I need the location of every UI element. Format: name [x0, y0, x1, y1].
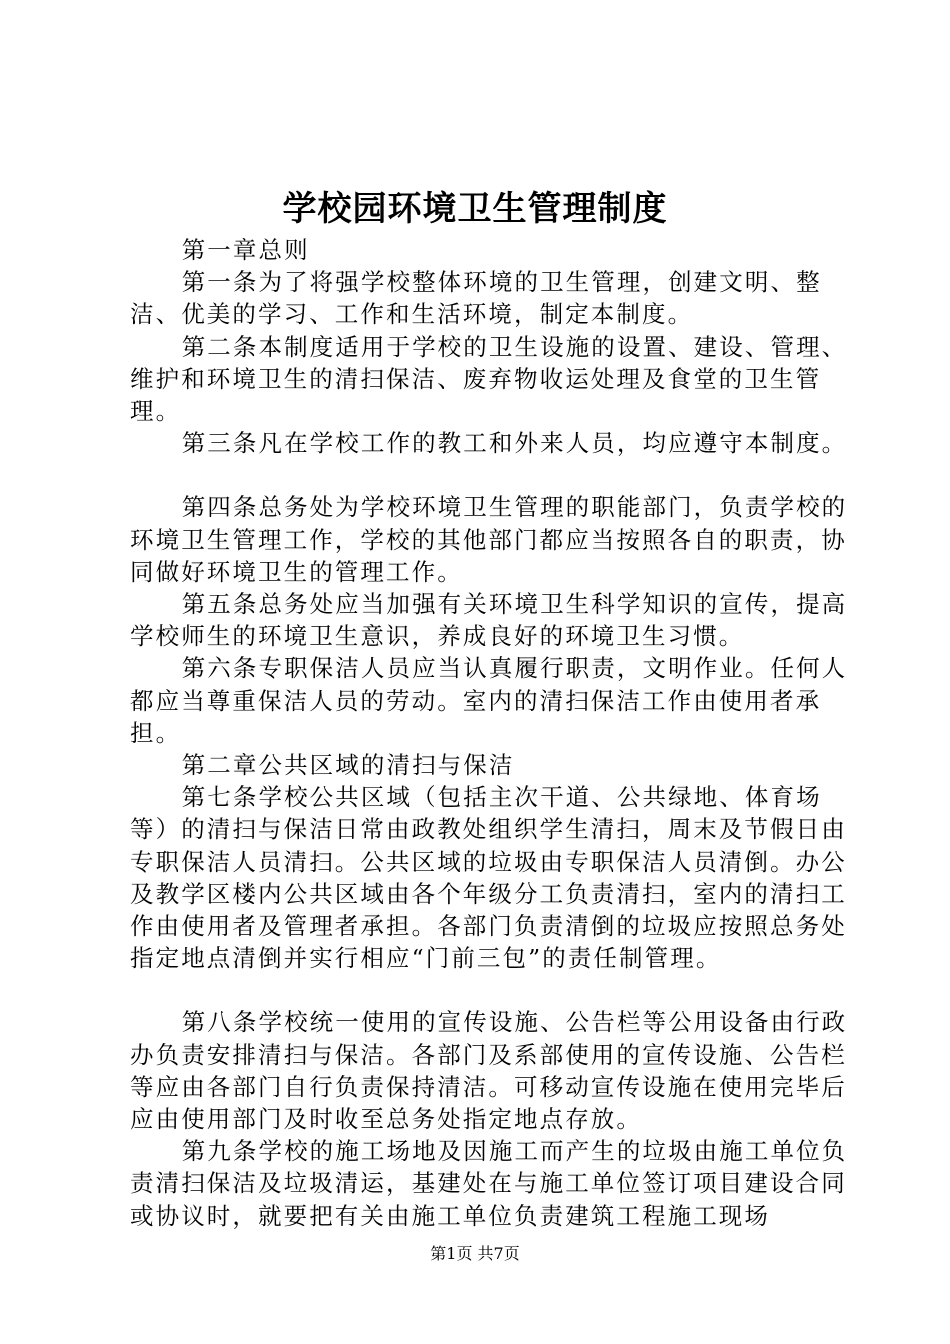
article-paragraph: 第三条凡在学校工作的教工和外来人员，均应遵守本制度。: [181, 429, 848, 458]
article-paragraph: 第四条总务处为学校环境卫生管理的职能部门，负责学校的环境卫生管理工作，学校的其他部门都应当按照各自的职责，协同做好环境卫生的管理工作。: [130, 493, 848, 586]
article-paragraph: 第七条学校公共区域（包括主次干道、公共绿地、体育场等）的清扫与保洁日常由政教处组织学生清扫，周末及节假日由专职保洁人员清扫。公共区域的垃圾由专职保洁人员清倒。办公及教学区楼内公共区域由各个年级分工负责清扫，室内的清扫工作由使用者及管理者承担。各部门负责清倒的垃圾应按照总务处指定地点清倒并实行相应“门前三包”的责任制管理。: [130, 783, 847, 973]
article-paragraph: 第二条本制度适用于学校的卫生设施的设置、建设、管理、维护和环境卫生的清扫保洁、废弃物收运处理及食堂的卫生管理。: [130, 332, 848, 426]
document-body: [130, 234, 854, 1232]
document-title: 学校园环境卫生管理制度: [282, 189, 668, 229]
article-paragraph: 第八条学校统一使用的宣传设施、公告栏等公用设备由行政办负责安排清扫与保洁。各部门及系部使用的宣传设施、公告栏等应由各部门自行负责保持清洁。可移动宣传设施在使用完毕后应由使用部门及时收至总务处指定地点存放。: [130, 1008, 848, 1134]
article-paragraph: 第九条学校的施工场地及因施工而产生的垃圾由施工单位负责清扫保洁及垃圾清运，基建处在与施工单位签订项目建设合同或协议时，就要把有关由施工单位负责建筑工程施工现场: [130, 1137, 848, 1230]
page-number-footer: 第1页 共7页: [430, 1244, 520, 1263]
article-paragraph: 第六条专职保洁人员应当认真履行职责，文明作业。任何人都应当尊重保洁人员的劳动。室内的清扫保洁工作由使用者承担。: [130, 654, 848, 747]
chapter-heading: 第二章公共区域的清扫与保洁: [181, 751, 515, 780]
article-paragraph: 第五条总务处应当加强有关环境卫生科学知识的宣传，提高学校师生的环境卫生意识，养成良好的环境卫生习惯。: [130, 590, 848, 651]
chapter-heading: 第一章总则: [181, 236, 310, 264]
article-paragraph: 第一条为了将强学校整体环境的卫生管理，创建文明、整洁、优美的学习、工作和生活环境，制定本制度。: [130, 268, 822, 329]
